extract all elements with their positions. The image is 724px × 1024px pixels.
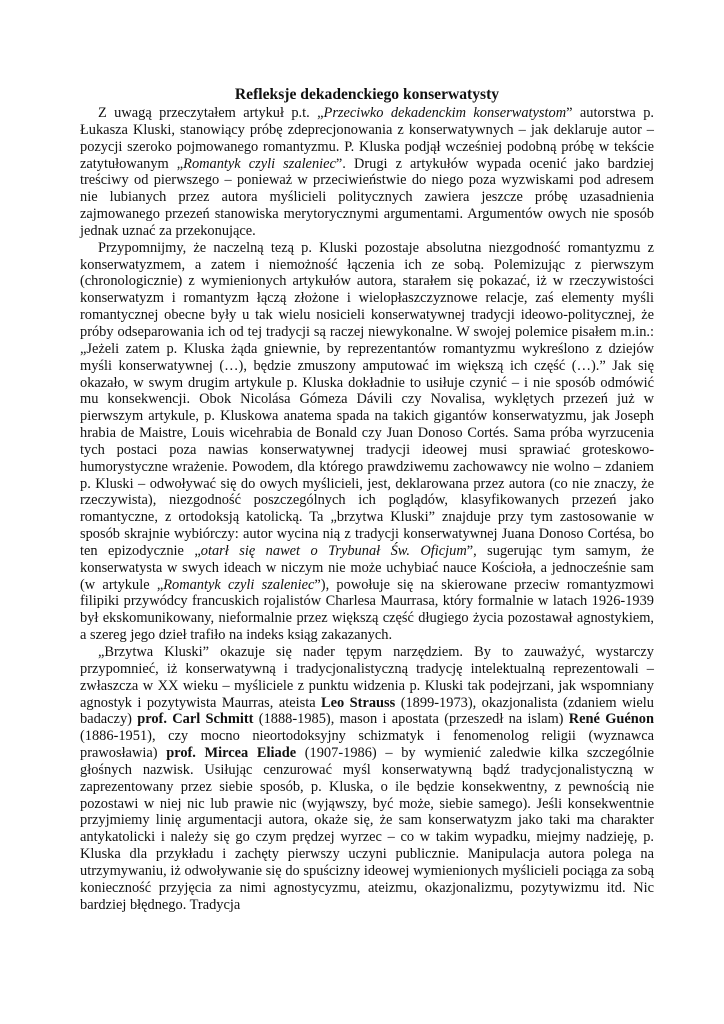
paragraph-3 — [80, 644, 654, 914]
document-page — [80, 86, 654, 914]
paragraph-2 — [80, 240, 654, 644]
paragraph-1 — [80, 105, 654, 240]
paragraph-3-text-g: (1886-1951), czy mocno nieortodoksyjny schizmatyk i fenomenolog religii (wyznawca prawosławia) — [80, 728, 654, 762]
paragraph-3-name-schmitt: prof. Carl Schmitt — [137, 711, 254, 728]
paragraph-1-text-c: ” autorstwa p. Łukasza Kluski, stanowiący próbę zdeprecjonowania z konserwatywnych – jak deklaruje autor – pozycji szeroko pojmowanego romantyzmu. P. Kluska podjął wcześniej podobną próbę w tekście zatytułowanym „ — [80, 105, 654, 172]
paragraph-3-name-strauss: Leo Strauss — [321, 694, 396, 711]
paragraph-1-italic-title: Przeciwko dekadenckim konserwatystom — [323, 105, 567, 121]
paragraph-1-text-e: ”. Drugi z artykułów wypada ocenić jako bardziej treściwy od pierwszego – ponieważ w przeciwieństwie do niego poza wyzwiskami pod adresem nie lubianych przez autora myślicieli politycznych zawiera jeszcze próbę uzasadnienia zajmowanego przezeń stanowiska merytorycznymi argumentami. Argumentów owych nie sposób jednak uznać za przekonujące. — [80, 155, 654, 239]
paragraph-3-text-e: (1888-1985), mason i apostata (przeszedł na islam) — [253, 711, 569, 728]
paragraph-3-text-i: (1907-1986) – by wymienić zaledwie kilka szczególnie głośnych nazwisk. Usiłując cenzurować myśl konserwatywną bądź tradycjonalistyczną w zaprezentowany przez siebie sposób, p. Kluska, o ile będzie konsekwentny, z pewnością nie pozostawi w niej nic lub prawie nic (wyjąwszy, być może, siebie samego). Jeśli konsekwentnie przyjmiemy linię argumentacji autora, okaże się, że sam konserwatyzm jako taki ma charakter antykatolicki i należy się go czym prędzej wyrzec – co w takim wypadku, miejmy nadzieję, p. Kluska dla przykładu i zachęty pierwszy uczyni publicznie. Manipulacja autora polega na utrzymywaniu, iż odwoływanie się do spuścizny ideowej wymienionych myślicieli pociąga za sobą konieczność przyjęcia za nimi agnostycyzmu, ateizmu, okazjonalizmu, pozytywizmu itd. Nic bardziej błędnego. Tradycja — [80, 745, 655, 913]
paragraph-3-name-eliade: prof. Mircea Eliade — [166, 745, 297, 762]
paragraph-1-italic-romantyk: Romantyk czyli szaleniec — [183, 155, 336, 172]
paragraph-1-text-a: Z uwagą przeczytałem artykuł p.t. „ — [98, 105, 324, 121]
document-title: Refleksje dekadenckiego konserwatysty — [234, 86, 500, 103]
paragraph-3-name-guenon: René Guénon — [568, 711, 654, 728]
paragraph-2-text-c: ”, sugerując tym samym, że konserwatysta w swych ideach w niczym nie może uchybiać nauce Kościoła, a jednocześnie sam (w artykule „ — [80, 542, 655, 593]
paragraph-2-italic-quote: otarł się nawet o Trybunał Św. Oficjum — [200, 542, 467, 559]
paragraph-2-text-a: Przypomnijmy, że naczelną tezą p. Kluski pozostaje absolutna niezgodność romantyzmu z konserwatyzmem, a zatem i niemożność łączenia ich ze sobą. Polemizując z pierwszym (chronologicznie) z wymienionych artykułów autora, starałem się pokazać, iż w rzeczywistości konserwatyzm i romantyzm łączą złożone i wielopłaszczyznowe relacje, zaś elementy myśli romantycznej obecne były u tak wielu nosicieli konserwatywnej tradycji ideowo-politycznej, że próby odseparowania ich od tej tradycji są raczej niewykonalne. W swojej polemice pisałem m.in.: „Jeżeli zatem p. Kluska żąda gniewnie, by reprezentantów romantyzmu wykreślono z dziejów myśli konserwatywnej (…), będzie zmuszony amputować im większą ich część (…).” Jak się okazało, w swym drugim artykule p. Kluska dokładnie to usiłuje czynić – i nie sposób odmówić mu konsekwencji. Obok Nicolása Gómeza Dávili czy Novalisa, wyklętych przezeń już w pierwszym artykule, p. Kluskowa anatema spada na takich gigantów konserwatyzmu, jak Joseph hrabia de Maistre, Louis wicehrabia de Bonald czy Juan Donoso Cortés. Sama próba wyrzucenia tych postaci poza nawias konserwatywnej tradycji ideowej musi sprawiać groteskowo-humorystyczne wrażenie. Powodem, dla którego prawdziwemu zachowawcy nie wolno – zdaniem p. Kluski – odwoływać się do owych myślicieli, jest, deklarowana przez autora (co nie znaczy, że rzeczywista), niezgodność poszczególnych ich poglądów, klasyfikowanych przezeń jako romantyczne, z ortodoksją katolicką. Ta „brzytwa Kluski” znajduje przy tym zastosowanie w sposób skrajnie wybiórczy: autor wycina nią z tradycji konserwatywnej Juana Donoso Cortésa, bo ten epizodycznie „ — [80, 239, 654, 559]
paragraph-3-text-a: „Brzytwa Kluski” okazuje się nader tępym narzędziem. By to zauważyć, wystarczy przypomnieć, iż konserwatywną i tradycjonalistyczną tradycję intelektualną reprezentowali – zwłaszcza w XX wieku – myśliciele z punktu widzenia p. Kluski tak podejrzani, jak wspomniany agnostyk i pozytywista Maurras, ateista — [80, 644, 654, 711]
paragraph-2-text-e: ”), powołuje się na skierowane przeciw romantyzmowi filipiki przywódcy francuskich rojalistów Charlesa Maurrasa, który formalnie w latach 1926-1939 był ekskomunikowany, nieformalnie przez większą część długiego życia pozostawał agnostykiem, a szereg jego dzieł trafiło na indeks ksiąg zakazanych. — [80, 576, 655, 644]
paragraph-3-text-c: (1899-1973), okazjonalista (zdaniem wielu badaczy) — [80, 694, 654, 728]
paragraph-2-italic-romantyk: Romantyk czyli szaleniec — [163, 576, 315, 593]
